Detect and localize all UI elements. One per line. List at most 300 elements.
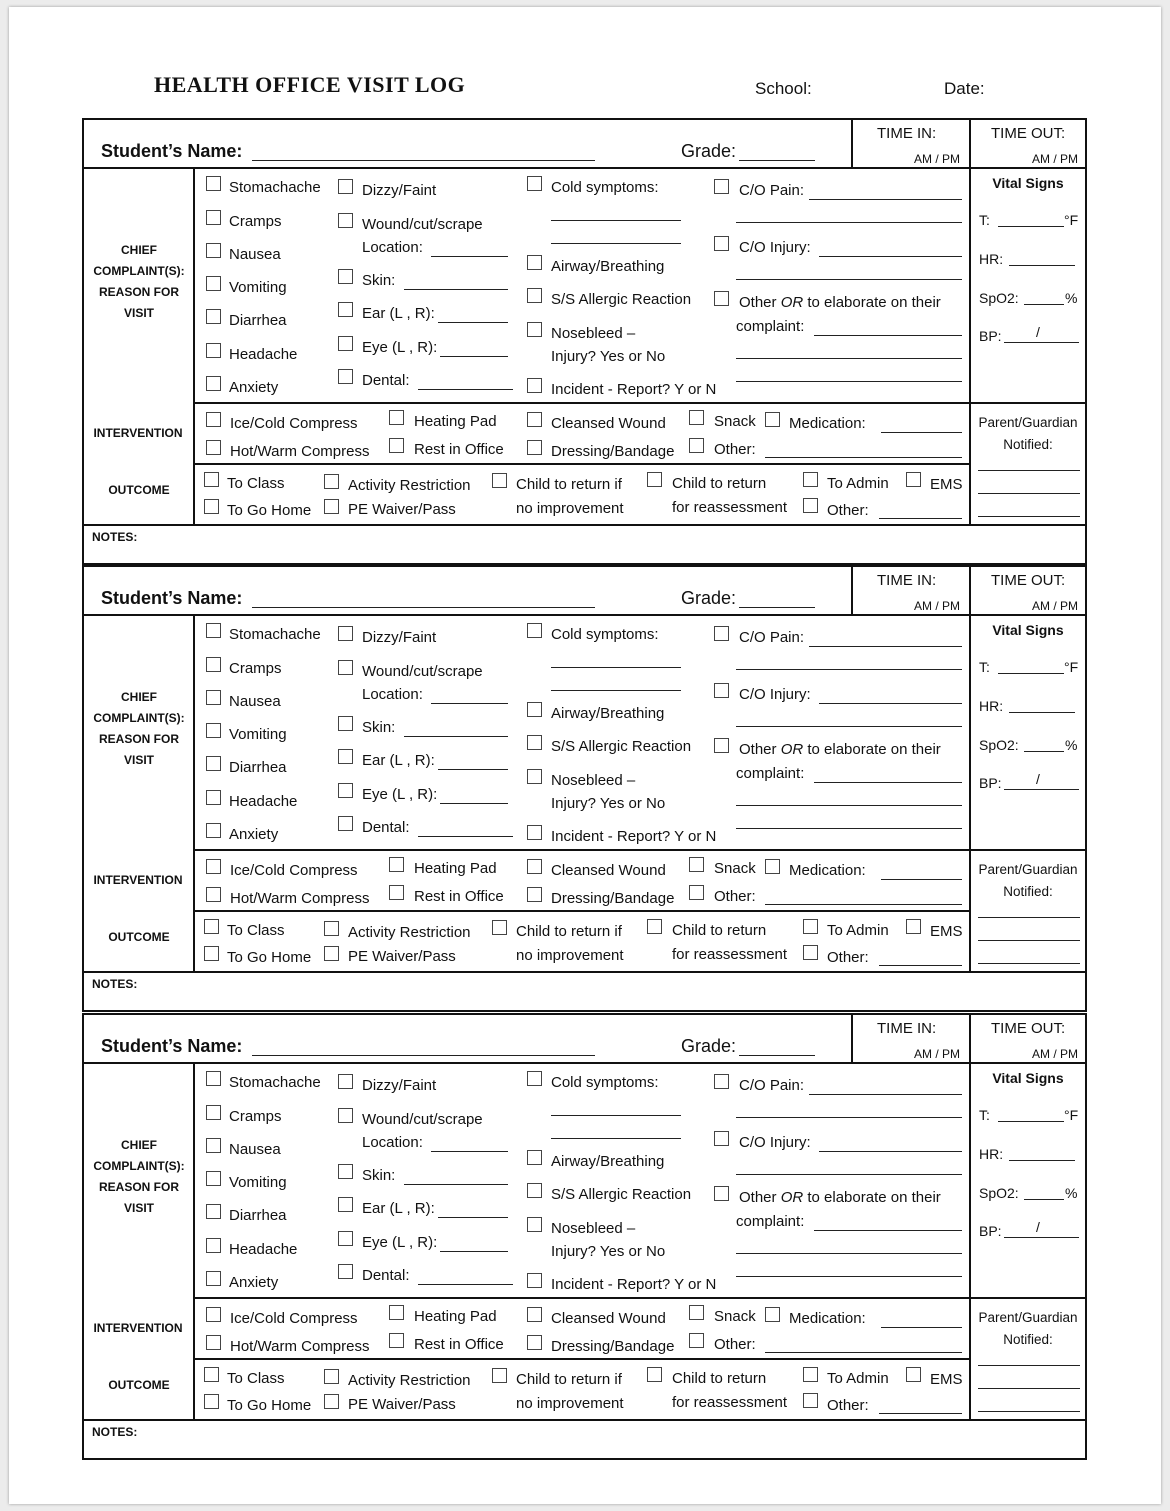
parent-field-3[interactable] bbox=[978, 516, 1080, 517]
pain-field-2[interactable] bbox=[736, 1117, 962, 1118]
pe-waiver-checkbox[interactable] bbox=[324, 499, 339, 514]
ems-checkbox[interactable] bbox=[906, 919, 921, 934]
incident-checkbox[interactable] bbox=[527, 825, 542, 840]
dizzy-checkbox[interactable] bbox=[338, 626, 353, 641]
other-complaint-checkbox[interactable] bbox=[714, 291, 729, 306]
return-if-checkbox[interactable] bbox=[492, 473, 507, 488]
nosebleed-injury-label: Injury? Yes or No bbox=[551, 795, 666, 812]
pe-waiver-label: PE Waiver/Pass bbox=[348, 501, 456, 518]
spo2-label: SpO2: bbox=[979, 737, 1019, 753]
to-admin-checkbox[interactable] bbox=[803, 472, 818, 487]
headache-label: Headache bbox=[229, 346, 298, 363]
injury-checkbox[interactable] bbox=[714, 1131, 729, 1146]
ear-checkbox[interactable] bbox=[338, 749, 353, 764]
hot-checkbox[interactable] bbox=[206, 440, 221, 455]
cold-checkbox[interactable] bbox=[527, 623, 542, 638]
to-go-home-checkbox[interactable] bbox=[204, 1394, 219, 1409]
grade-field[interactable] bbox=[739, 160, 815, 161]
dental-checkbox[interactable] bbox=[338, 816, 353, 831]
injury-field[interactable] bbox=[819, 703, 962, 704]
nausea-label: Nausea bbox=[229, 693, 281, 710]
column-divider bbox=[851, 567, 853, 615]
time-out-label: TIME OUT: bbox=[991, 125, 1066, 142]
ice-checkbox[interactable] bbox=[206, 859, 221, 874]
other-outcome-checkbox[interactable] bbox=[803, 945, 818, 960]
injury-field-2[interactable] bbox=[736, 726, 962, 727]
other-complaint-checkbox[interactable] bbox=[714, 1186, 729, 1201]
vomiting-label: Vomiting bbox=[229, 726, 287, 743]
return-if-checkbox[interactable] bbox=[492, 920, 507, 935]
cleansed-checkbox[interactable] bbox=[527, 1307, 542, 1322]
medication-label: Medication: bbox=[789, 1310, 866, 1327]
cramps-checkbox[interactable] bbox=[206, 657, 221, 672]
eye-field[interactable] bbox=[440, 803, 508, 804]
reassessment-checkbox[interactable] bbox=[647, 919, 662, 934]
activity-restriction-checkbox[interactable] bbox=[324, 1369, 339, 1384]
parent-field-1[interactable] bbox=[978, 917, 1080, 918]
nosebleed-injury-label: Injury? Yes or No bbox=[551, 1243, 666, 1260]
skin-field[interactable] bbox=[404, 289, 508, 290]
cleansed-checkbox[interactable] bbox=[527, 859, 542, 874]
vomiting-label: Vomiting bbox=[229, 279, 287, 296]
incident-checkbox[interactable] bbox=[527, 1273, 542, 1288]
notes-label: NOTES: bbox=[92, 1425, 138, 1439]
allergic-label: S/S Allergic Reaction bbox=[551, 738, 692, 755]
stomachache-checkbox[interactable] bbox=[206, 1071, 221, 1086]
return-if-checkbox[interactable] bbox=[492, 1368, 507, 1383]
hr-label: HR: bbox=[979, 1146, 1004, 1162]
pain-field-2[interactable] bbox=[736, 222, 962, 223]
airway-label: Airway/Breathing bbox=[551, 705, 665, 722]
other-intervention-checkbox[interactable] bbox=[689, 1333, 704, 1348]
allergic-checkbox[interactable] bbox=[527, 735, 542, 750]
to-go-home-label: To Go Home bbox=[227, 949, 312, 966]
dental-field[interactable] bbox=[418, 1284, 513, 1285]
other-complaint-checkbox[interactable] bbox=[714, 738, 729, 753]
parent-field-2[interactable] bbox=[978, 1388, 1080, 1389]
nausea-checkbox[interactable] bbox=[206, 690, 221, 705]
heating-checkbox[interactable] bbox=[389, 857, 404, 872]
nosebleed-label: Nosebleed – bbox=[551, 325, 636, 342]
hr-field[interactable] bbox=[1009, 1160, 1075, 1161]
page-title: HEALTH OFFICE VISIT LOG bbox=[154, 72, 466, 97]
ems-checkbox[interactable] bbox=[906, 472, 921, 487]
incident-checkbox[interactable] bbox=[527, 378, 542, 393]
dental-label: Dental: bbox=[362, 1267, 410, 1284]
other-outcome-checkbox[interactable] bbox=[803, 498, 818, 513]
cold-field-2[interactable] bbox=[551, 690, 681, 691]
date-label: Date: bbox=[944, 79, 985, 98]
hot-checkbox[interactable] bbox=[206, 887, 221, 902]
diarrhea-checkbox[interactable] bbox=[206, 1204, 221, 1219]
hr-field[interactable] bbox=[1009, 712, 1075, 713]
nausea-checkbox[interactable] bbox=[206, 243, 221, 258]
to-class-checkbox[interactable] bbox=[204, 919, 219, 934]
injury-field-2[interactable] bbox=[736, 279, 962, 280]
complaint-field-2[interactable] bbox=[736, 1253, 962, 1254]
ear-field[interactable] bbox=[438, 1217, 508, 1218]
wound-checkbox[interactable] bbox=[338, 660, 353, 675]
skin-checkbox[interactable] bbox=[338, 1164, 353, 1179]
nosebleed-checkbox[interactable] bbox=[527, 1217, 542, 1232]
snack-checkbox[interactable] bbox=[689, 410, 704, 425]
temp-unit: °F bbox=[1064, 1107, 1079, 1123]
nosebleed-injury-label: Injury? Yes or No bbox=[551, 348, 666, 365]
cold-checkbox[interactable] bbox=[527, 1071, 542, 1086]
location-field[interactable] bbox=[431, 256, 508, 257]
complaint-label: complaint: bbox=[736, 1213, 805, 1230]
eye-checkbox[interactable] bbox=[338, 783, 353, 798]
headache-checkbox[interactable] bbox=[206, 1238, 221, 1253]
other-intervention-checkbox[interactable] bbox=[689, 885, 704, 900]
temp-field[interactable] bbox=[998, 1121, 1064, 1122]
dental-checkbox[interactable] bbox=[338, 1264, 353, 1279]
allergic-checkbox[interactable] bbox=[527, 1183, 542, 1198]
injury-checkbox[interactable] bbox=[714, 236, 729, 251]
row-divider bbox=[84, 971, 1085, 973]
return-if-label-2: no improvement bbox=[516, 1395, 624, 1412]
ice-checkbox[interactable] bbox=[206, 1307, 221, 1322]
dizzy-label: Dizzy/Faint bbox=[362, 629, 437, 646]
injury-field[interactable] bbox=[819, 256, 962, 257]
skin-field[interactable] bbox=[404, 736, 508, 737]
visit-entry bbox=[82, 118, 1087, 565]
pain-field-2[interactable] bbox=[736, 669, 962, 670]
complaint-field-3[interactable] bbox=[736, 381, 962, 382]
activity-restriction-label: Activity Restriction bbox=[348, 477, 471, 494]
anxiety-checkbox[interactable] bbox=[206, 376, 221, 391]
airway-checkbox[interactable] bbox=[527, 255, 542, 270]
other-outcome-field[interactable] bbox=[879, 518, 962, 519]
cramps-checkbox[interactable] bbox=[206, 1105, 221, 1120]
reassessment-checkbox[interactable] bbox=[647, 1367, 662, 1382]
parent-field-3[interactable] bbox=[978, 1411, 1080, 1412]
to-go-home-checkbox[interactable] bbox=[204, 946, 219, 961]
ear-checkbox[interactable] bbox=[338, 302, 353, 317]
allergic-label: S/S Allergic Reaction bbox=[551, 291, 692, 308]
diarrhea-checkbox[interactable] bbox=[206, 756, 221, 771]
rest-checkbox[interactable] bbox=[389, 438, 404, 453]
other-intervention-field[interactable] bbox=[765, 904, 962, 905]
time-in-ampm[interactable]: AM / PM bbox=[914, 1047, 961, 1061]
complaint-field-2[interactable] bbox=[736, 358, 962, 359]
grade-field[interactable] bbox=[739, 607, 815, 608]
outcome-label: OUTCOME bbox=[108, 483, 170, 497]
nosebleed-label: Nosebleed – bbox=[551, 1220, 636, 1237]
reassessment-label-2: for reassessment bbox=[672, 499, 788, 516]
bp-label: BP: bbox=[979, 328, 1002, 344]
reassessment-label-2: for reassessment bbox=[672, 946, 788, 963]
medication-field[interactable] bbox=[881, 879, 962, 880]
temp-label: T: bbox=[979, 1107, 990, 1123]
incident-label: Incident - Report? Y or N bbox=[551, 1276, 717, 1293]
injury-field-2[interactable] bbox=[736, 1174, 962, 1175]
headache-checkbox[interactable] bbox=[206, 790, 221, 805]
vomiting-checkbox[interactable] bbox=[206, 1171, 221, 1186]
diarrhea-label: Diarrhea bbox=[229, 1207, 287, 1224]
notes-field[interactable] bbox=[144, 1005, 1074, 1006]
bp-field[interactable] bbox=[1004, 789, 1079, 790]
cold-checkbox[interactable] bbox=[527, 176, 542, 191]
other-complaint-label: Other OR to elaborate on their bbox=[739, 294, 941, 311]
nosebleed-checkbox[interactable] bbox=[527, 322, 542, 337]
rest-checkbox[interactable] bbox=[389, 1333, 404, 1348]
reassessment-checkbox[interactable] bbox=[647, 472, 662, 487]
bp-separator: / bbox=[1036, 1219, 1040, 1235]
heating-label: Heating Pad bbox=[414, 860, 497, 877]
other-intervention-label: Other: bbox=[714, 1336, 756, 1353]
parent-field-2[interactable] bbox=[978, 940, 1080, 941]
dental-field[interactable] bbox=[418, 389, 513, 390]
parent-notified-label: Parent/Guardian Notified: bbox=[978, 415, 1078, 452]
bp-label: BP: bbox=[979, 1223, 1002, 1239]
other-intervention-field[interactable] bbox=[765, 457, 962, 458]
skin-checkbox[interactable] bbox=[338, 269, 353, 284]
heating-checkbox[interactable] bbox=[389, 410, 404, 425]
other-intervention-checkbox[interactable] bbox=[689, 438, 704, 453]
complaint-field-3[interactable] bbox=[736, 1276, 962, 1277]
row-divider bbox=[84, 1419, 1085, 1421]
reassessment-label: Child to return bbox=[672, 475, 767, 492]
pain-checkbox[interactable] bbox=[714, 1074, 729, 1089]
dental-field[interactable] bbox=[418, 836, 513, 837]
temp-unit: °F bbox=[1064, 212, 1079, 228]
cleansed-checkbox[interactable] bbox=[527, 412, 542, 427]
bp-field[interactable] bbox=[1004, 1237, 1079, 1238]
medication-checkbox[interactable] bbox=[765, 1307, 780, 1322]
time-out-ampm[interactable]: AM / PM bbox=[1032, 599, 1079, 613]
skin-field[interactable] bbox=[404, 1184, 508, 1185]
eye-field[interactable] bbox=[440, 1251, 508, 1252]
medication-field[interactable] bbox=[881, 432, 962, 433]
to-class-checkbox[interactable] bbox=[204, 472, 219, 487]
other-outcome-field[interactable] bbox=[879, 1413, 962, 1414]
location-label: Location: bbox=[362, 239, 423, 256]
column-divider bbox=[193, 614, 195, 972]
other-outcome-checkbox[interactable] bbox=[803, 1393, 818, 1408]
wound-label: Wound/cut/scrape bbox=[362, 216, 483, 233]
pain-field[interactable] bbox=[809, 646, 962, 647]
to-go-home-checkbox[interactable] bbox=[204, 499, 219, 514]
chief-complaint-label: CHIEF COMPLAINT(S): REASON FOR VISIT bbox=[93, 243, 185, 320]
medication-checkbox[interactable] bbox=[765, 412, 780, 427]
vomiting-checkbox[interactable] bbox=[206, 276, 221, 291]
pain-checkbox[interactable] bbox=[714, 179, 729, 194]
time-out-label: TIME OUT: bbox=[991, 1020, 1066, 1037]
notes-field[interactable] bbox=[144, 558, 1074, 559]
dizzy-checkbox[interactable] bbox=[338, 1074, 353, 1089]
skin-checkbox[interactable] bbox=[338, 716, 353, 731]
incident-label: Incident - Report? Y or N bbox=[551, 828, 717, 845]
cold-field-2[interactable] bbox=[551, 1138, 681, 1139]
pe-waiver-checkbox[interactable] bbox=[324, 1394, 339, 1409]
dressing-label: Dressing/Bandage bbox=[551, 1338, 675, 1355]
nausea-label: Nausea bbox=[229, 246, 281, 263]
stomachache-label: Stomachache bbox=[229, 1074, 321, 1091]
nausea-checkbox[interactable] bbox=[206, 1138, 221, 1153]
injury-checkbox[interactable] bbox=[714, 683, 729, 698]
rest-label: Rest in Office bbox=[414, 888, 504, 905]
dressing-label: Dressing/Bandage bbox=[551, 890, 675, 907]
column-divider bbox=[193, 1062, 195, 1420]
pain-label: C/O Pain: bbox=[739, 182, 805, 199]
school-label: School: bbox=[755, 79, 812, 98]
to-admin-checkbox[interactable] bbox=[803, 1367, 818, 1382]
anxiety-checkbox[interactable] bbox=[206, 1271, 221, 1286]
other-outcome-label: Other: bbox=[827, 1397, 869, 1414]
pain-checkbox[interactable] bbox=[714, 626, 729, 641]
visit-entry bbox=[82, 1013, 1087, 1460]
bp-field[interactable] bbox=[1004, 342, 1079, 343]
allergic-checkbox[interactable] bbox=[527, 288, 542, 303]
hr-label: HR: bbox=[979, 251, 1004, 267]
cold-field-1[interactable] bbox=[551, 667, 681, 668]
hr-field[interactable] bbox=[1009, 265, 1075, 266]
other-outcome-field[interactable] bbox=[879, 965, 962, 966]
complaint-label: complaint: bbox=[736, 765, 805, 782]
vital-signs-title: Vital Signs bbox=[992, 175, 1064, 191]
nausea-label: Nausea bbox=[229, 1141, 281, 1158]
dressing-checkbox[interactable] bbox=[527, 440, 542, 455]
to-class-label: To Class bbox=[227, 1370, 285, 1387]
complaint-field[interactable] bbox=[814, 335, 962, 336]
column-divider bbox=[193, 167, 195, 525]
activity-restriction-checkbox[interactable] bbox=[324, 921, 339, 936]
parent-field-2[interactable] bbox=[978, 493, 1080, 494]
to-class-label: To Class bbox=[227, 475, 285, 492]
column-divider bbox=[851, 120, 853, 168]
time-out-ampm[interactable]: AM / PM bbox=[1032, 1047, 1079, 1061]
spo2-field[interactable] bbox=[1024, 304, 1064, 305]
medication-field[interactable] bbox=[881, 1327, 962, 1328]
intervention-label: INTERVENTION bbox=[93, 426, 183, 440]
row-divider bbox=[194, 1297, 1085, 1299]
parent-field-1[interactable] bbox=[978, 470, 1080, 471]
skin-label: Skin: bbox=[362, 272, 396, 289]
temp-unit: °F bbox=[1064, 659, 1079, 675]
student-name-label: Student’s Name: bbox=[101, 141, 243, 161]
time-in-ampm[interactable]: AM / PM bbox=[914, 152, 961, 166]
cold-label: Cold symptoms: bbox=[551, 626, 659, 643]
airway-checkbox[interactable] bbox=[527, 1150, 542, 1165]
student-name-field[interactable] bbox=[252, 160, 595, 161]
pain-field[interactable] bbox=[809, 199, 962, 200]
parent-field-3[interactable] bbox=[978, 963, 1080, 964]
stomachache-checkbox[interactable] bbox=[206, 623, 221, 638]
complaint-field-2[interactable] bbox=[736, 805, 962, 806]
time-in-ampm[interactable]: AM / PM bbox=[914, 599, 961, 613]
temp-field[interactable] bbox=[998, 226, 1064, 227]
stomachache-checkbox[interactable] bbox=[206, 176, 221, 191]
chief-complaint-label: CHIEF COMPLAINT(S): REASON FOR VISIT bbox=[93, 690, 185, 767]
complaint-field[interactable] bbox=[814, 1230, 962, 1231]
headache-checkbox[interactable] bbox=[206, 343, 221, 358]
pe-waiver-label: PE Waiver/Pass bbox=[348, 1396, 456, 1413]
airway-checkbox[interactable] bbox=[527, 702, 542, 717]
cold-field-1[interactable] bbox=[551, 220, 681, 221]
notes-field[interactable] bbox=[144, 1453, 1074, 1454]
anxiety-checkbox[interactable] bbox=[206, 823, 221, 838]
ems-checkbox[interactable] bbox=[906, 1367, 921, 1382]
location-label: Location: bbox=[362, 1134, 423, 1151]
cramps-checkbox[interactable] bbox=[206, 210, 221, 225]
complaint-field[interactable] bbox=[814, 782, 962, 783]
location-field[interactable] bbox=[431, 1151, 508, 1152]
cramps-label: Cramps bbox=[229, 213, 282, 230]
time-out-label: TIME OUT: bbox=[991, 572, 1066, 589]
return-if-label: Child to return if bbox=[516, 476, 622, 493]
airway-label: Airway/Breathing bbox=[551, 1153, 665, 1170]
heating-checkbox[interactable] bbox=[389, 1305, 404, 1320]
snack-checkbox[interactable] bbox=[689, 1305, 704, 1320]
eye-checkbox[interactable] bbox=[338, 1231, 353, 1246]
eye-checkbox[interactable] bbox=[338, 336, 353, 351]
ear-field[interactable] bbox=[438, 322, 508, 323]
wound-checkbox[interactable] bbox=[338, 213, 353, 228]
student-name-field[interactable] bbox=[252, 1055, 595, 1056]
snack-checkbox[interactable] bbox=[689, 857, 704, 872]
dizzy-checkbox[interactable] bbox=[338, 179, 353, 194]
dressing-checkbox[interactable] bbox=[527, 887, 542, 902]
time-out-ampm[interactable]: AM / PM bbox=[1032, 152, 1079, 166]
ear-checkbox[interactable] bbox=[338, 1197, 353, 1212]
spo2-field[interactable] bbox=[1024, 1199, 1064, 1200]
location-field[interactable] bbox=[431, 703, 508, 704]
medication-checkbox[interactable] bbox=[765, 859, 780, 874]
pain-field[interactable] bbox=[809, 1094, 962, 1095]
rest-checkbox[interactable] bbox=[389, 885, 404, 900]
ice-checkbox[interactable] bbox=[206, 412, 221, 427]
diarrhea-checkbox[interactable] bbox=[206, 309, 221, 324]
parent-field-1[interactable] bbox=[978, 1365, 1080, 1366]
injury-field[interactable] bbox=[819, 1151, 962, 1152]
outcome-label: OUTCOME bbox=[108, 1378, 170, 1392]
to-admin-label: To Admin bbox=[827, 1370, 889, 1387]
cold-field-1[interactable] bbox=[551, 1115, 681, 1116]
ice-label: Ice/Cold Compress bbox=[230, 862, 358, 879]
to-class-checkbox[interactable] bbox=[204, 1367, 219, 1382]
temp-field[interactable] bbox=[998, 673, 1064, 674]
wound-checkbox[interactable] bbox=[338, 1108, 353, 1123]
ice-label: Ice/Cold Compress bbox=[230, 415, 358, 432]
time-in-label: TIME IN: bbox=[877, 572, 937, 589]
row-divider bbox=[84, 524, 1085, 526]
eye-field[interactable] bbox=[440, 356, 508, 357]
grade-field[interactable] bbox=[739, 1055, 815, 1056]
other-intervention-field[interactable] bbox=[765, 1352, 962, 1353]
hot-checkbox[interactable] bbox=[206, 1335, 221, 1350]
bp-label: BP: bbox=[979, 775, 1002, 791]
reassessment-label: Child to return bbox=[672, 1370, 767, 1387]
allergic-label: S/S Allergic Reaction bbox=[551, 1186, 692, 1203]
cleansed-label: Cleansed Wound bbox=[551, 415, 666, 432]
cold-field-2[interactable] bbox=[551, 243, 681, 244]
nosebleed-checkbox[interactable] bbox=[527, 769, 542, 784]
ear-field[interactable] bbox=[438, 769, 508, 770]
vomiting-checkbox[interactable] bbox=[206, 723, 221, 738]
complaint-field-3[interactable] bbox=[736, 828, 962, 829]
pe-waiver-checkbox[interactable] bbox=[324, 946, 339, 961]
dental-checkbox[interactable] bbox=[338, 369, 353, 384]
time-in-label: TIME IN: bbox=[877, 125, 937, 142]
dressing-checkbox[interactable] bbox=[527, 1335, 542, 1350]
to-class-label: To Class bbox=[227, 922, 285, 939]
row-divider bbox=[194, 463, 970, 465]
spo2-field[interactable] bbox=[1024, 751, 1064, 752]
to-admin-checkbox[interactable] bbox=[803, 919, 818, 934]
student-name-field[interactable] bbox=[252, 607, 595, 608]
activity-restriction-checkbox[interactable] bbox=[324, 474, 339, 489]
